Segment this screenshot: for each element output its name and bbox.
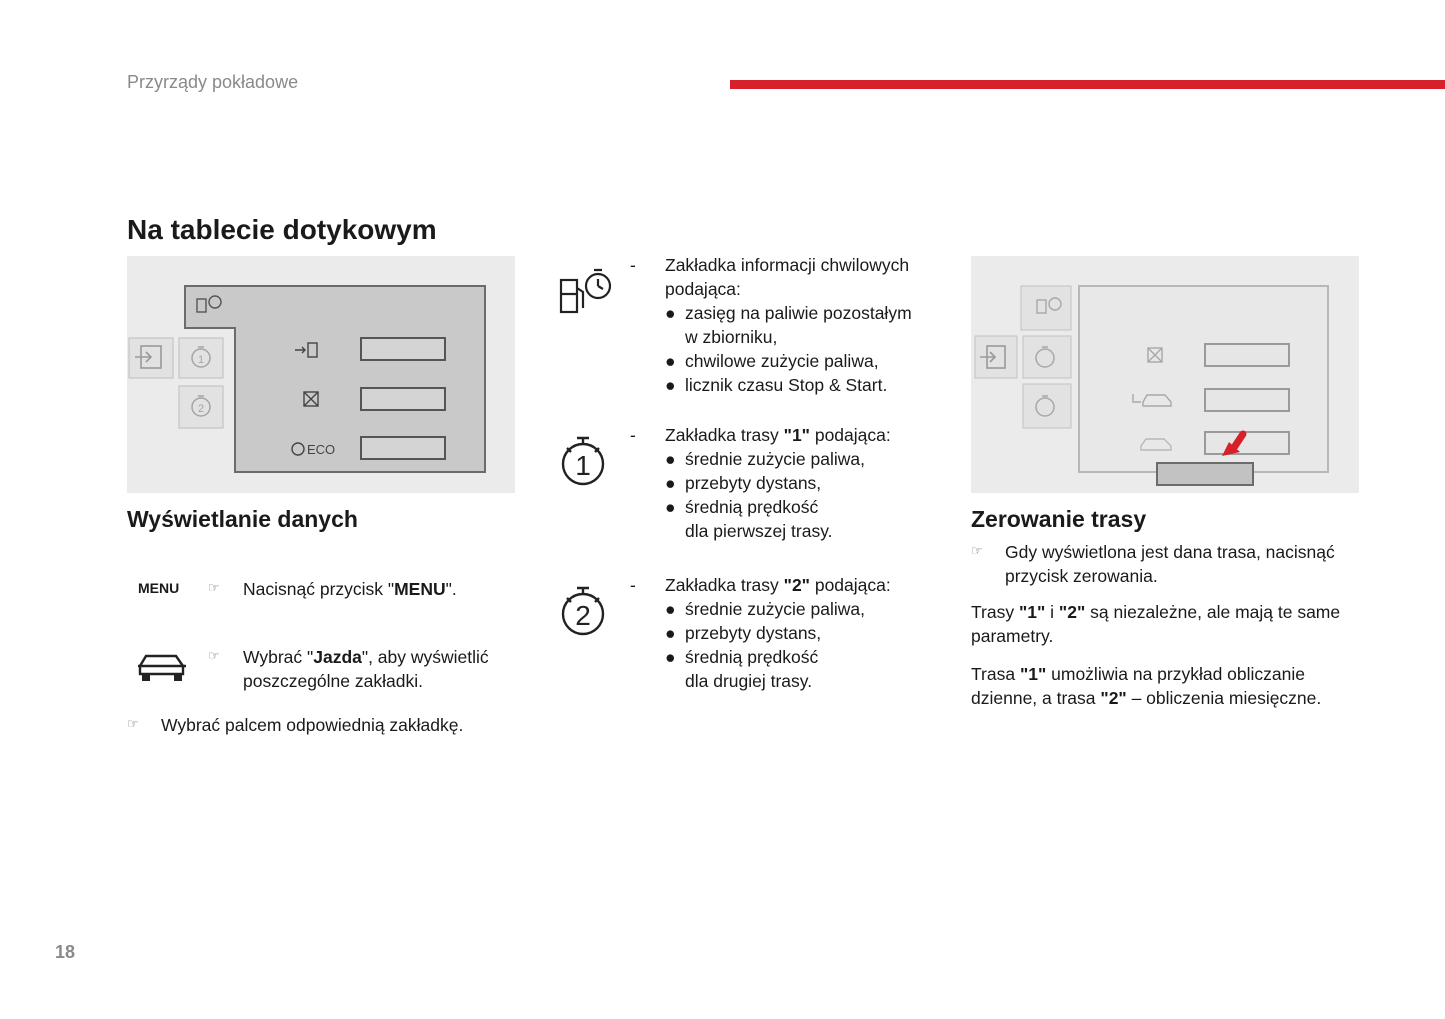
reset-step-text: Gdy wyświetlona jest dana trasa, nacisnąć przycisk zerowania. [1005, 542, 1335, 586]
eco-label: ECO [307, 442, 336, 457]
section-header: Przyrządy pokładowe [127, 72, 299, 92]
menu-button-label: MENU [138, 580, 180, 596]
reset-screen-illustration [971, 256, 1359, 493]
section-title-display: Wyświetlanie danych [127, 506, 358, 532]
tab1-dash: - [630, 425, 636, 445]
screen-diagram [127, 256, 515, 493]
reset-screen-diagram [971, 256, 1359, 493]
tablet-screen-illustration [127, 256, 515, 493]
svg-text:1: 1 [197, 354, 205, 366]
step-select-tab-text: Wybrać palcem odpowiednią zakładkę. [161, 715, 464, 735]
list-item: ● średnie zużycie paliwa, [665, 599, 865, 619]
list-item: ● przebyty dystans, [665, 623, 822, 643]
step-jazda-text: Wybrać "Jazda", aby wyświetlić poszczególne zakładki. [243, 647, 489, 691]
list-item: ● przebyty dystans, [665, 473, 822, 493]
svg-text:2: 2 [575, 600, 591, 631]
list-item: ● licznik czasu Stop & Start. [665, 375, 888, 395]
pointing-hand-icon: ☞ [208, 580, 220, 595]
header-accent-bar [730, 80, 1445, 89]
reset-button [1157, 463, 1253, 485]
trip-usage-text: Trasa "1" umożliwia na przykład obliczanie dzienne, a trasa "2" – obliczenia miesięczne. [971, 664, 1322, 708]
car-icon [136, 648, 188, 684]
tab2-dash: - [630, 575, 636, 595]
stopwatch-2-icon [558, 583, 608, 639]
svg-text:1: 1 [575, 450, 591, 481]
tab1-description: Zakładka trasy "1" podająca: ● średnie zużycie paliwa, ● przebyty dystans, ● średnią prędkość dla pierwszej trasy. [665, 423, 955, 543]
page-title: Na tablecie dotykowym [127, 214, 437, 245]
tab-instant-dash: - [630, 255, 636, 275]
section-title-reset: Zerowanie trasy [971, 506, 1147, 532]
svg-text:2: 2 [197, 403, 205, 415]
list-item: ● średnią prędkość [665, 647, 819, 667]
step-menu-text: Nacisnąć przycisk "MENU". [243, 579, 457, 599]
list-item: ● zasięg na paliwie pozostałym [665, 303, 912, 323]
list-item: ● chwilowe zużycie paliwa, [665, 351, 879, 371]
fuel-stopwatch-icon [556, 264, 616, 316]
list-item: ● średnie zużycie paliwa, [665, 449, 865, 469]
pointing-hand-icon: ☞ [971, 543, 983, 558]
tab2-description: Zakładka trasy "2" podająca: ● średnie zużycie paliwa, ● przebyty dystans, ● średnią prędkość dla drugiej trasy. [665, 573, 955, 693]
page-number: 18 [55, 942, 76, 962]
trips-independent-text: Trasy "1" i "2" są niezależne, ale mają te same parametry. [971, 602, 1341, 646]
stopwatch-1-icon [558, 433, 608, 489]
tab-instant-description: Zakładka informacji chwilowych podająca: ● zasięg na paliwie pozostałym w zbiorniku, ● chwilowe zużycie paliwa, ● licznik czasu Stop & Start. [665, 253, 955, 397]
list-item: ● średnią prędkość [665, 497, 819, 517]
pointing-hand-icon: ☞ [127, 716, 139, 731]
pointing-hand-icon: ☞ [208, 648, 220, 663]
